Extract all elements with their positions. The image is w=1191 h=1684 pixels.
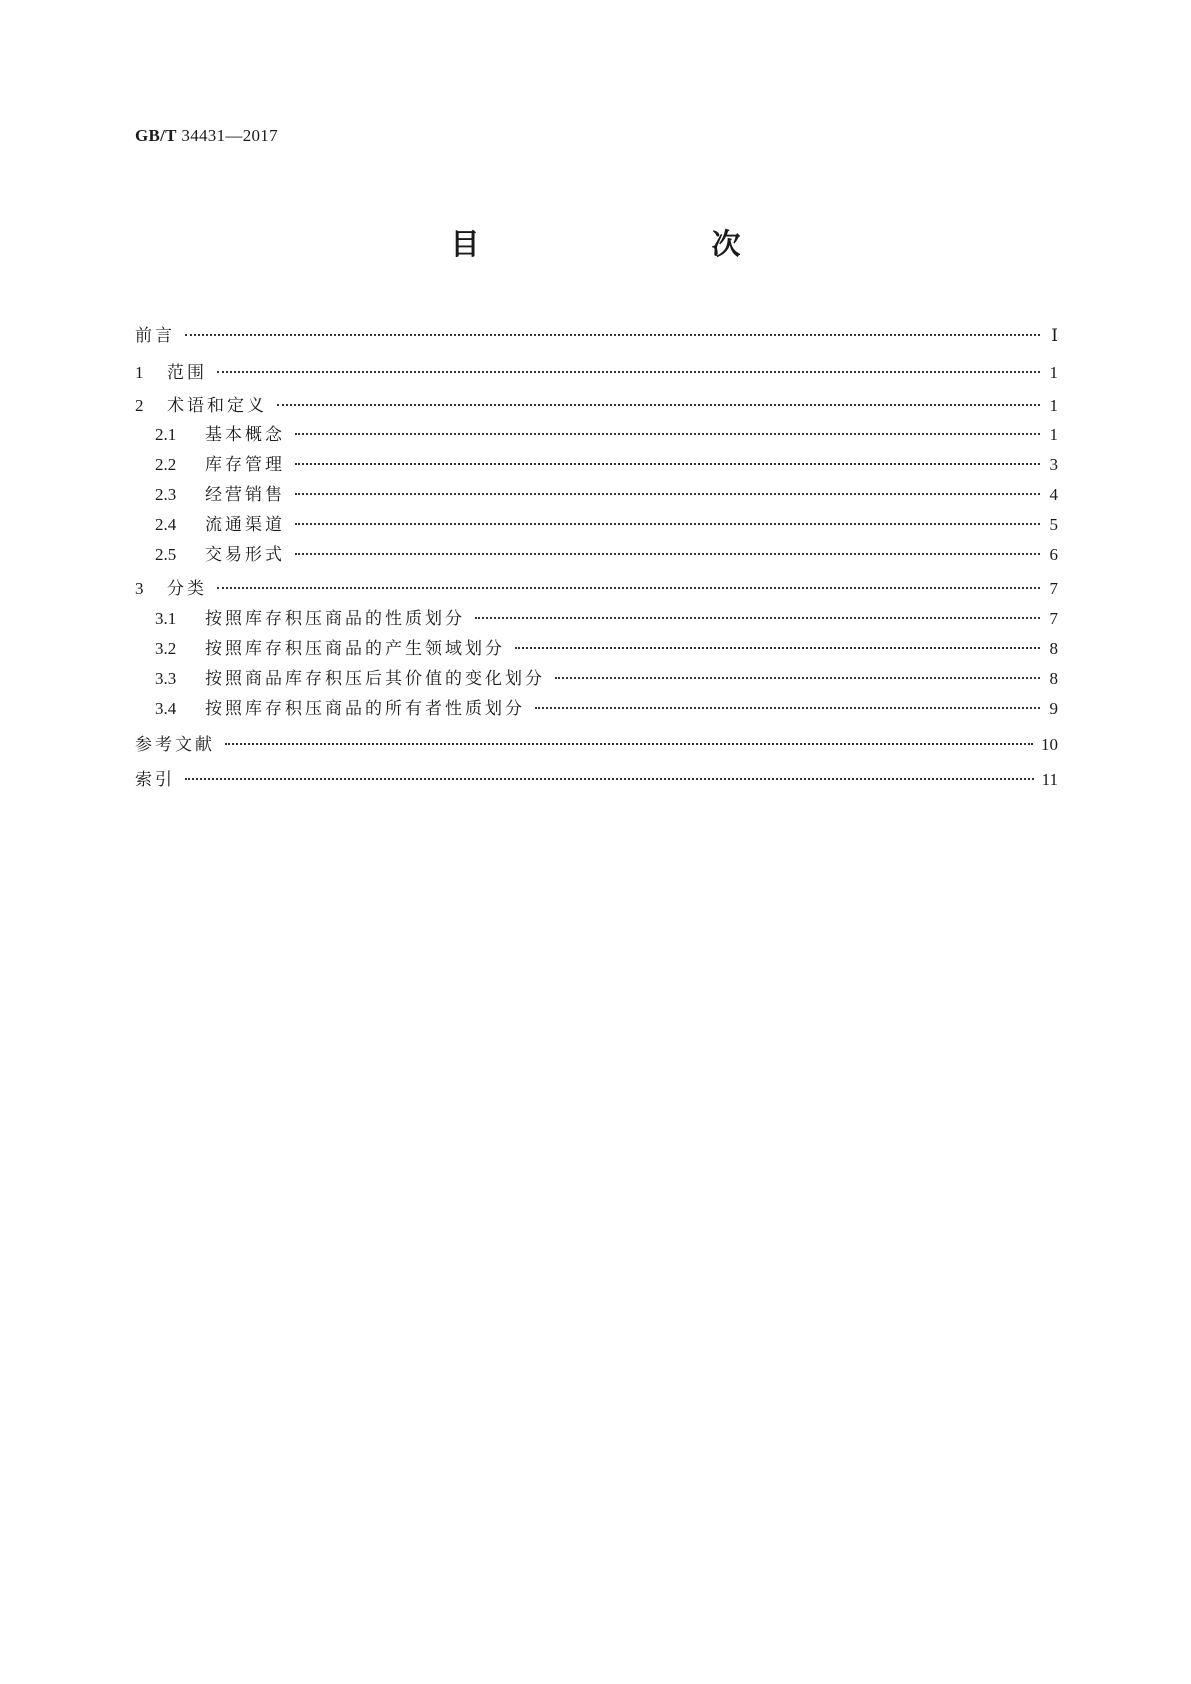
standard-code-prefix: GB/T: [135, 126, 177, 145]
dot-leader: [555, 677, 1040, 679]
toc-entry-2-2[interactable]: [135, 454, 1058, 476]
toc-entry-label: 按照库存积压商品的所有者性质划分: [205, 699, 525, 719]
toc-entry-page: 7: [1049, 579, 1058, 598]
dot-leader: [217, 371, 1040, 373]
table-of-contents: [135, 325, 1058, 791]
toc-entry-label: 交易形式: [205, 545, 285, 565]
toc-entry-page: 3: [1049, 455, 1058, 474]
dot-leader: [185, 334, 1040, 336]
standard-code-number: 34431—2017: [181, 126, 278, 145]
toc-entry-page: 11: [1041, 770, 1058, 789]
toc-entry-page: 1: [1049, 363, 1058, 382]
toc-entry-label: 分类: [167, 579, 207, 599]
toc-entry-label: 经营销售: [205, 485, 285, 505]
dot-leader: [217, 587, 1040, 589]
toc-entry-number: 3.3: [155, 669, 177, 688]
toc-entry-3-2[interactable]: [135, 638, 1058, 660]
toc-entry-index[interactable]: [135, 769, 1058, 791]
toc-entry-2-1[interactable]: [135, 424, 1058, 446]
toc-entry-label: 按照商品库存积压后其价值的变化划分: [205, 669, 545, 689]
dot-leader: [295, 493, 1040, 495]
toc-entry-label: 按照库存积压商品的产生领域划分: [205, 639, 505, 659]
toc-entry-scope[interactable]: [135, 362, 1058, 384]
toc-entry-label: 按照库存积压商品的性质划分: [205, 609, 465, 629]
toc-entry-label: 流通渠道: [205, 515, 285, 535]
toc-entry-label: 库存管理: [205, 455, 285, 475]
dot-leader: [475, 617, 1040, 619]
toc-entry-page: 7: [1049, 609, 1058, 628]
toc-entry-3-4[interactable]: [135, 698, 1058, 720]
toc-entry-foreword[interactable]: [135, 325, 1058, 347]
dot-leader: [185, 778, 1034, 780]
toc-entry-number: 2: [135, 396, 144, 415]
toc-entry-number: 3.1: [155, 609, 177, 628]
dot-leader: [295, 523, 1040, 525]
toc-entry-2-3[interactable]: [135, 484, 1058, 506]
toc-entry-page: 10: [1041, 735, 1058, 754]
standard-code: [135, 126, 278, 146]
toc-title: 目 次: [450, 227, 799, 261]
toc-entry-2-4[interactable]: [135, 514, 1058, 536]
toc-entry-label: 参考文献: [135, 735, 215, 755]
toc-entry-3-3[interactable]: [135, 668, 1058, 690]
toc-entry-page: 1: [1049, 425, 1058, 444]
toc-entry-3-1[interactable]: [135, 608, 1058, 630]
toc-entry-classification[interactable]: [135, 578, 1058, 600]
toc-entry-number: 2.2: [155, 455, 177, 474]
toc-entry-number: 2.4: [155, 515, 177, 534]
toc-entry-page: Ⅰ: [1051, 326, 1058, 345]
dot-leader: [295, 463, 1040, 465]
toc-entry-page: 6: [1049, 545, 1058, 564]
toc-entry-page: 9: [1049, 699, 1058, 718]
toc-entry-page: 8: [1049, 669, 1058, 688]
toc-entry-2-5[interactable]: [135, 544, 1058, 566]
toc-entry-terms[interactable]: [135, 395, 1058, 417]
dot-leader: [295, 433, 1040, 435]
toc-entry-number: 2.3: [155, 485, 177, 504]
toc-entry-number: 2.5: [155, 545, 177, 564]
dot-leader: [535, 707, 1040, 709]
dot-leader: [225, 743, 1033, 745]
toc-entry-page: 4: [1049, 485, 1058, 504]
toc-entry-number: 3.2: [155, 639, 177, 658]
toc-entry-references[interactable]: [135, 734, 1058, 756]
dot-leader: [515, 647, 1040, 649]
toc-entry-number: 1: [135, 363, 144, 382]
toc-entry-page: 5: [1049, 515, 1058, 534]
toc-entry-page: 1: [1049, 396, 1058, 415]
toc-entry-label: 范围: [167, 363, 207, 383]
toc-entry-label: 前言: [135, 326, 175, 346]
toc-entry-number: 3: [135, 579, 144, 598]
dot-leader: [295, 553, 1040, 555]
toc-entry-number: 2.1: [155, 425, 177, 444]
toc-entry-page: 8: [1049, 639, 1058, 658]
toc-entry-label: 术语和定义: [167, 396, 267, 416]
dot-leader: [277, 404, 1040, 406]
toc-entry-label: 基本概念: [205, 425, 285, 445]
toc-entry-number: 3.4: [155, 699, 177, 718]
toc-entry-label: 索引: [135, 770, 175, 790]
